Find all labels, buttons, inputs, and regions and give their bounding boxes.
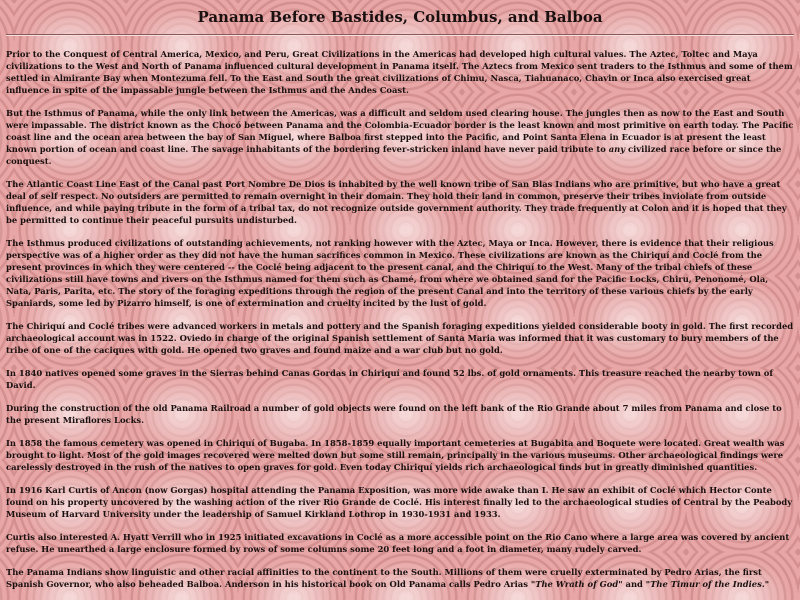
paragraph-isthmus-text: But the Isthmus of Panama, while the only link between the Americas, was a difficult and seldom used clearing house. The jungles then as now to the East and South were impassable. The district known as the Chocó between Panama and the Colombia-Ecuador border is the least known and most primitive on earth today. The Pacific coast line and the ocean area between the bay of San Miguel, where Balboa first stepped into the Pacific, and Point Santa Elena in Ecuador is at present the least known portion of ocean and coast line. The savage inhabitants of the bordering fever-stricken inland have never paid tribute to xyxy=(6,108,794,154)
paragraph-panama-indians xyxy=(6,566,794,590)
page-title: Panama Before Bastides, Columbus, and Balboa xyxy=(197,8,603,26)
paragraph-1858: In 1858 the famous cemetery was opened in Chiriquí of Bugaba. In 1858-1859 equally important cemeteries at Bugabita and Boquete were located. Great wealth was brought to light. Most of the gold images recovered were melted down but some still remain, principally in the various museums. Other archaeological findings were carelessly destroyed in the rush of the natives to open graves for gold. Even today Chiriquí yields rich archaeological finds but in greatly diminished quantities. xyxy=(6,438,785,472)
paragraph-civilizations: The Isthmus produced civilizations of outstanding achievements, not ranking however with the Aztec, Maya or Inca. However, there is evidence that their religious perspective was of a higher order as they did not have the human sacrifices common in Mexico. These civilizations are known as the Chiriquí and Coclé from the present provinces in which they were centered -- the Coclé being adjacent to the present canal, and the Chiriquí to the West. Many of the tribal chiefs of these civilizations still have towns and rivers on the Isthmus named for them such as Chamé, from where we obtained sand for the Pacific Locks, Chiru, Penonomé, Ola, Nata, Paris, Parita, etc. The story of the foraging expeditions through the region of the present Canal and into the territory of these various chiefs by the early Spaniards, some led by Pizarro himself, is one of extermination and cruelty incited by the lust of gold. xyxy=(6,238,774,308)
paragraph-indians-emphasis-1: The Wrath of God xyxy=(535,579,619,589)
paragraph-atlantic-coast: The Atlantic Coast Line East of the Canal past Port Nombre De Dios is inhabited by the well known tribe of San Blas Indians who are primitive, but who have a great deal of self respect. No outsiders are permitted to remain overnight in their domain. They hold their land in common, preserve their tribes inviolate from outside influence, and while paying tribute in the form of a tribal tax, do not recognize outside government authority. They trade frequently at Colon and it is hoped that they be permitted to continue their peaceful pursuits undisturbed. xyxy=(6,179,787,225)
title-divider xyxy=(6,34,794,36)
paragraph-chiriqui-cocle: The Chiriquí and Coclé tribes were advanced workers in metals and pottery and the Spanish foraging expeditions yielded considerable booty in gold. The first recorded archaeological account was in 1522. Oviedo in charge of the original Spanish settlement of Santa Maria was informed that it was customary to bury members of the tribe of one of the caciques with gold. He opened two graves and found maize and a war club but no gold. xyxy=(6,321,794,355)
paragraph-isthmus xyxy=(6,107,794,167)
paragraph-indians-tail: ." xyxy=(761,579,770,589)
paragraph-1840: In 1840 natives opened some graves in the Sierras behind Canas Gordas in Chiriquí and found 52 lbs. of gold ornaments. This treasure reached the nearby town of David. xyxy=(6,368,773,390)
paragraph-isthmus-tail: civilized race before or since the conquest. xyxy=(6,144,782,166)
paragraph-railroad: During the construction of the old Panama Railroad a number of gold objects were found on the left bank of the Rio Grande about 7 miles from Panama and close to the present Miraflores Locks. xyxy=(6,403,782,425)
paragraph-indians-middle: " and " xyxy=(618,579,651,589)
paragraph-isthmus-emphasis: any xyxy=(608,144,626,154)
article-body xyxy=(0,48,800,590)
paragraph-1916: In 1916 Karl Curtis of Ancon (now Gorgas) hospital attending the Panama Exposition, was more wide awake than I. He saw an exhibit of Coclé which Hector Conte found on his property uncovered by the washing action of the river Rio Grande de Coclé. His interest finally led to the archaeological studies of Central by the Peabody Museum of Harvard University under the leadership of Samuel Kirkland Lothrop in 1930-1931 and 1933. xyxy=(6,485,793,519)
paragraph-verrill: Curtis also interested A. Hyatt Verrill who in 1925 initiated excavations in Coclé as a more accessible point on the Rio Cano where a large area was covered by ancient refuse. He unearthed a large enclosure formed by rows of some columns some 20 feet long and a foot in diameter, many rudely carved. xyxy=(6,532,790,554)
paragraph-conquest: Prior to the Conquest of Central America, Mexico, and Peru, Great Civilizations in the Americas had developed high cultural values. The Aztec, Toltec and Maya civilizations to the West and North of Panama influenced cultural development in Panama itself. The Aztecs from Mexico sent traders to the Isthmus and some of them settled in Almirante Bay when Montezuma fell. To the East and South the great civilizations of Chimu, Nasca, Tiahuanaco, Chavin or Inca also exercised great influence in spite of the impassable jungle between the Isthmus and the Andes Coast. xyxy=(6,49,793,95)
paragraph-indians-text: The Panama Indians show linguistic and other racial affinities to the continent to the South. Millions of them were cruelly exterminated by Pedro Arias, the first Spanish Governor, who also beheaded Balboa. Anderson in his historical book on Old Panama calls Pedro Arias " xyxy=(6,567,762,589)
paragraph-indians-emphasis-2: The Timur of the Indies xyxy=(650,579,762,589)
